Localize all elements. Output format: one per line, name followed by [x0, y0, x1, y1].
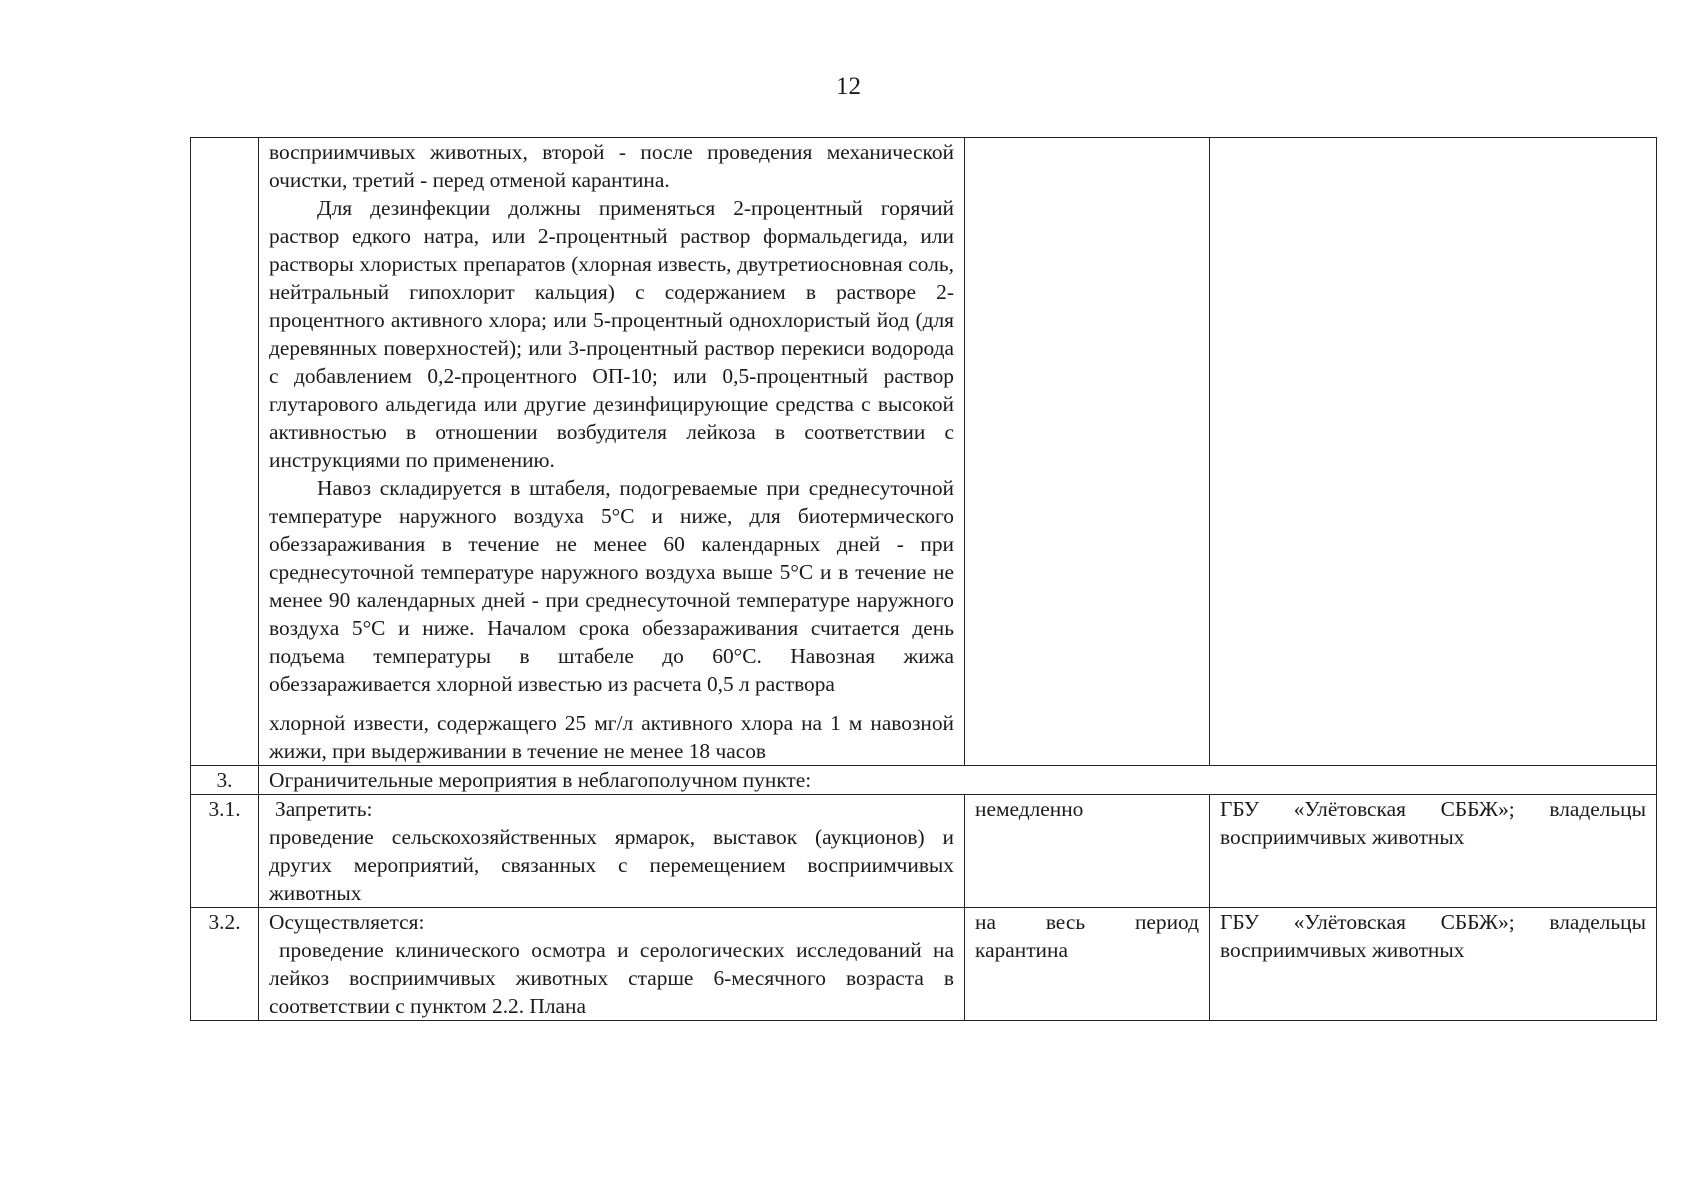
row-number-3-2: 3.2. [191, 908, 259, 1021]
table-row-continued [191, 138, 1657, 766]
page-number: 12 [836, 73, 861, 100]
table-row-3-1 [191, 795, 1657, 908]
measure-description-3-2 [259, 908, 965, 1021]
paragraph-disinfection: Для дезинфекции должны применяться 2-процентный горячий раствор едкого натра, или 2-процентный раствор формальдегида, или растворы хлористых препаратов (хлорная известь, двутретиосновная соль, нейтральный гипохлорит кальция) с содержанием в растворе 2-процентного активного хлора; или 5-процентный однохлористый йод (для деревянных поверхностей); или 3-процентный раствор перекиси водорода с добавлением 0,2-процентного ОП-10; или 0,5-процентный раствор глутарового альдегида или другие дезинфицирующие средства с высокой активностью в отношении возбудителя лейкоза в соответствии с инструкциями по применению. [269, 196, 954, 472]
row-number-3-1: 3.1. [191, 795, 259, 908]
term-3-2: на весь период карантина [965, 908, 1210, 1021]
table-row-3-2 [191, 908, 1657, 1021]
paragraph-slurry: хлорной извести, содержащего 25 мг/л активного хлора на 1 м навозной жижи, при выдерживании в течение не менее 18 часов [269, 711, 954, 763]
responsible-cell [1210, 138, 1657, 766]
measure-description-cell [259, 138, 965, 766]
row-number-3: 3. [191, 766, 259, 795]
measure-description-3-1 [259, 795, 965, 908]
measure-title-carried-out: Осуществляется: [269, 910, 425, 934]
measure-text-fairs: проведение сельскохозяйственных ярмарок, выставок (аукционов) и других мероприятий, связанных с перемещением восприимчивых животных [269, 825, 954, 905]
measure-title-prohibit: Запретить: [275, 797, 373, 821]
paragraph-manure: Навоз складируется в штабеля, подогреваемые при среднесуточной температуре наружного воздуха 5°С и ниже, для биотермического обеззараживания в течение не менее 60 календарных дней - при среднесуточной температуре наружного воздуха выше 5°С и в течение не менее 90 календарных дней - при среднесуточной температуре наружного воздуха 5°С и ниже. Началом срока обеззараживания считается день подъема температуры в штабеле до 60°С. Навозная жижа обеззараживается хлорной известью из расчета 0,5 л раствора [269, 476, 954, 696]
responsible-3-2: ГБУ «Улётовская СББЖ»; владельцы восприимчивых животных [1210, 908, 1657, 1021]
table-row-3 [191, 766, 1657, 795]
measure-text-examination: проведение клинического осмотра и серологических исследований на лейкоз восприимчивых животных старше 6-месячного возраста в соответствии с пунктом 2.2. Плана [269, 938, 954, 1018]
paragraph-continuation: восприимчивых животных, второй - после проведения механической очистки, третий - перед отменой карантина. [269, 140, 954, 192]
section-heading-restrictive-measures: Ограничительные мероприятия в неблагополучном пункте: [259, 766, 1657, 795]
row-number-cell [191, 138, 259, 766]
term-cell [965, 138, 1210, 766]
term-3-1: немедленно [965, 795, 1210, 908]
responsible-3-1: ГБУ «Улётовская СББЖ»; владельцы восприимчивых животных [1210, 795, 1657, 908]
measures-table [190, 137, 1657, 1021]
